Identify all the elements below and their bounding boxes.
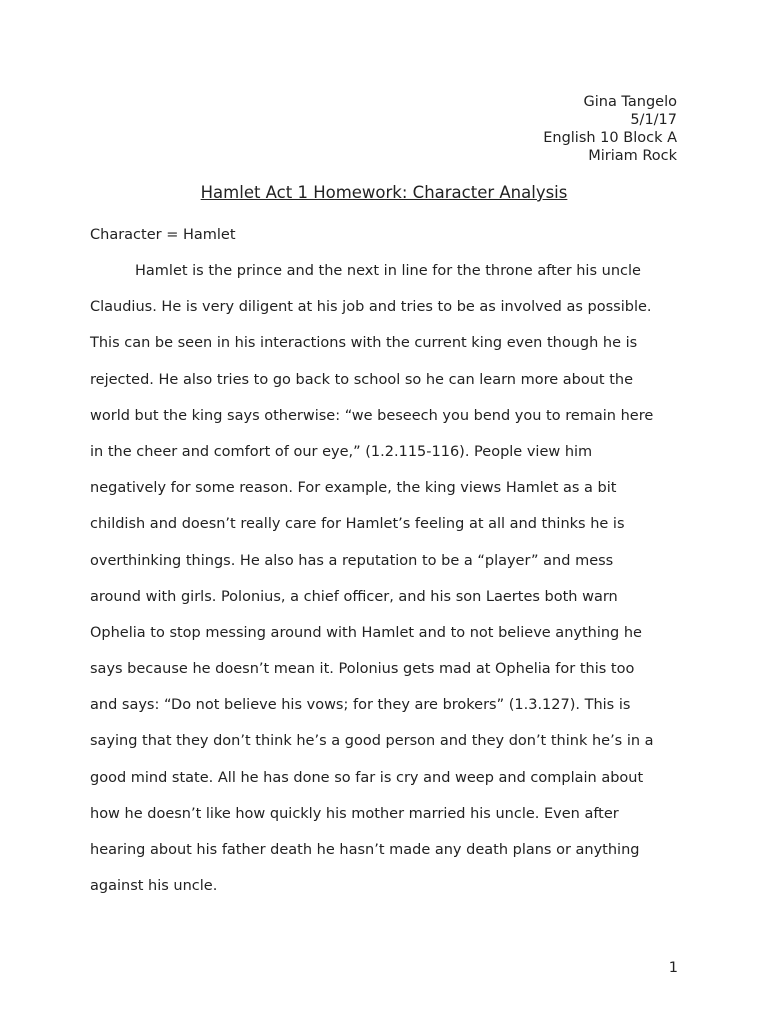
body-line: hearing about his father death he hasn’t made any death plans or anything — [90, 842, 640, 858]
body-paragraph — [90, 259, 690, 910]
body-line: and says: “Do not believe his vows; for they are brokers” (1.3.127). This is — [90, 697, 631, 714]
document-date: 5/1/17 — [630, 112, 677, 128]
body-line: says because he doesn’t mean it. Polonius gets mad at Ophelia for this too — [90, 661, 635, 678]
body-line: Claudius. He is very diligent at his job and tries to be as involved as possible. — [90, 299, 652, 316]
body-line: negatively for some reason. For example, the king views Hamlet as a bit — [90, 480, 617, 497]
body-line: saying that they don’t think he’s a good person and they don’t think he’s in a — [90, 733, 654, 750]
header-block — [543, 93, 677, 165]
body-line: Ophelia to stop messing around with Hamlet and to not believe anything he — [90, 624, 642, 641]
body-line: in the cheer and comfort of our eye,” (1.2.115-116). People view him — [90, 443, 593, 460]
body-line: Hamlet is the prince and the next in line for the throne after his uncle — [135, 263, 641, 279]
body-line: This can be seen in his interactions with the current king even though he is — [90, 335, 638, 352]
author-name: Gina Tangelo — [583, 94, 677, 110]
character-line: Character = Hamlet — [90, 227, 236, 243]
body-line: rejected. He also tries to go back to school so he can learn more about the — [90, 371, 633, 388]
page-number: 1 — [668, 960, 678, 976]
teacher-name: Miriam Rock — [588, 148, 677, 164]
body-line: childish and doesn’t really care for Hamlet’s feeling at all and thinks he is — [90, 516, 625, 533]
body-line: against his uncle. — [90, 878, 218, 895]
body-line: world but the king says otherwise: “we beseech you bend you to remain here — [90, 407, 654, 424]
body-line: good mind state. All he has done so far is cry and weep and complain about — [90, 769, 644, 786]
body-line: how he doesn’t like how quickly his mother married his uncle. Even after — [90, 805, 619, 822]
course-name: English 10 Block A — [543, 130, 677, 146]
body-line: overthinking things. He also has a reputation to be a “player” and mess — [90, 552, 614, 569]
document-title: Hamlet Act 1 Homework: Character Analysis — [200, 183, 568, 202]
body-line: around with girls. Polonius, a chief officer, and his son Laertes both warn — [90, 588, 618, 605]
